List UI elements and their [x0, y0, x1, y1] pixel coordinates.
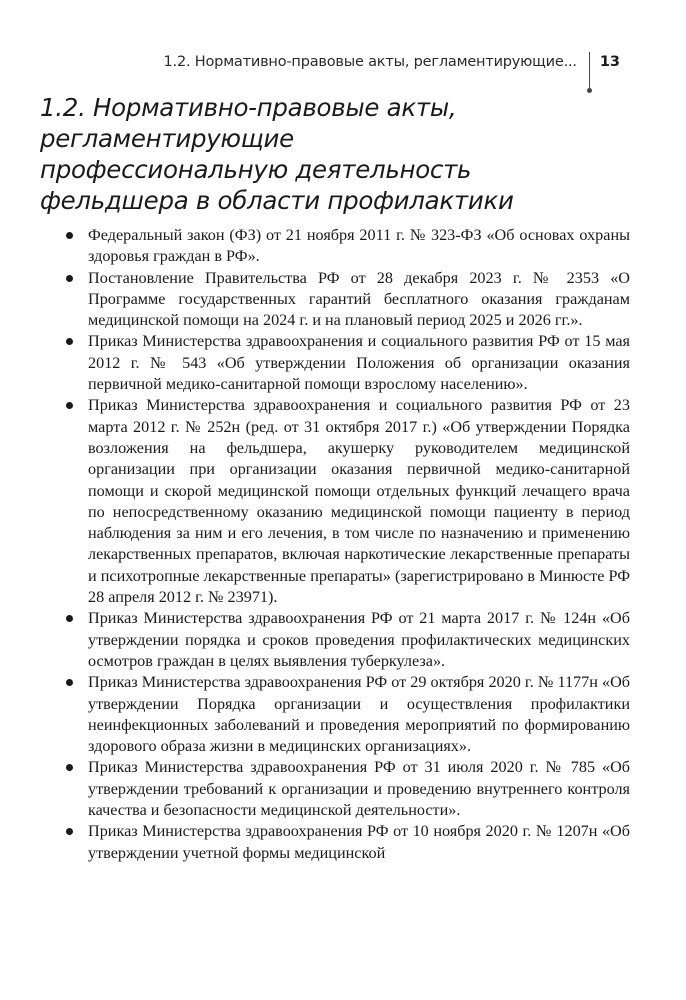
section-title-line: регламентирующие: [40, 124, 294, 153]
list-item: [64, 821, 630, 864]
list-item: [64, 268, 630, 332]
list-item-text: Приказ Министерства здравоохранения РФ от 21 марта 2017 г. № 124н «Об утверждении порядка и сроков проведения профилактических медицинских осмотров граждан в целях выявления туберкулеза».: [88, 609, 630, 670]
list-item: [64, 395, 630, 608]
section-title: [40, 92, 640, 216]
running-title: 1.2. Нормативно-правовые акты, регламентирующие...: [163, 54, 577, 70]
list-item: [64, 672, 630, 757]
list-item-text: Приказ Министерства здравоохранения РФ от 29 октября 2020 г. № 1177н «Об утверждении Порядка организации и осуществления профилактики неинфекционных заболеваний и проведения мероприятий по формированию здорового образа жизни в медицинских организациях».: [88, 673, 630, 756]
regulation-list: [64, 225, 630, 864]
bullet-icon: [66, 402, 73, 409]
list-item: [64, 225, 630, 268]
section-title-line: профессиональную деятельность: [40, 155, 472, 184]
bullet-icon: [66, 679, 73, 686]
bullet-icon: [66, 615, 73, 622]
list-item-text: Приказ Министерства здравоохранения РФ от 10 ноября 2020 г. № 1207н «Об утверждении учетной формы медицинской: [88, 822, 630, 862]
bullet-icon: [66, 232, 73, 239]
bullet-icon: [66, 338, 73, 345]
list-item: [64, 757, 630, 821]
header-divider: [589, 52, 590, 90]
list-item-text: Постановление Правительства РФ от 28 декабря 2023 г. № 2353 «О Программе государственных гарантий бесплатного оказания гражданам медицинской помощи на 2024 г. и на плановый период 2025 и 2026 гг.».: [88, 268, 630, 330]
bullet-icon: [66, 764, 73, 771]
list-item: [64, 331, 630, 395]
running-header: [60, 52, 620, 90]
list-item-text: Приказ Министерства здравоохранения РФ от 31 июля 2020 г. № 785 «Об утверждении требований к организации и проведению внутреннего контроля качества и безопасности медицинской деятельности».: [88, 758, 630, 820]
bullet-icon: [66, 828, 73, 835]
list-item-text: Федеральный закон (ФЗ) от 21 ноября 2011 г. № 323-ФЗ «Об основах охраны здоровья граждан в РФ».: [88, 226, 630, 266]
list-item-text: Приказ Министерства здравоохранения и социального развития РФ от 15 мая 2012 г. № 543 «Об утверждении Положения об организации оказания первичной медико-санитарной помощи взрослому населению».: [88, 332, 630, 394]
section-title-line: 1.2. Нормативно-правовые акты,: [40, 93, 457, 122]
list-item: [64, 608, 630, 672]
page-number: 13: [599, 54, 620, 70]
list-item-text: Приказ Министерства здравоохранения и социального развития РФ от 23 марта 2012 г. № 252н (ред. от 31 октября 2017 г.) «Об утверждении Порядка возложения на фельдшера, акушерку руководителем медицинской организации при организации оказания первичной медико-санитарной помощи и скорой медицинской помощи отдельных функций лечащего врача по непосредственному оказанию медицинской помощи пациенту в период наблюдения за ним и его лечения, в том числе по назначению и применению лекарственных препаратов, включая наркотические лекарственные препараты и психотропные лекарственные препараты» (зарегистрировано в Минюсте РФ 28 апреля 2012 г. № 23971).: [88, 396, 630, 607]
section-title-line: фельдшера в области профилактики: [40, 186, 514, 215]
bullet-icon: [66, 275, 73, 282]
